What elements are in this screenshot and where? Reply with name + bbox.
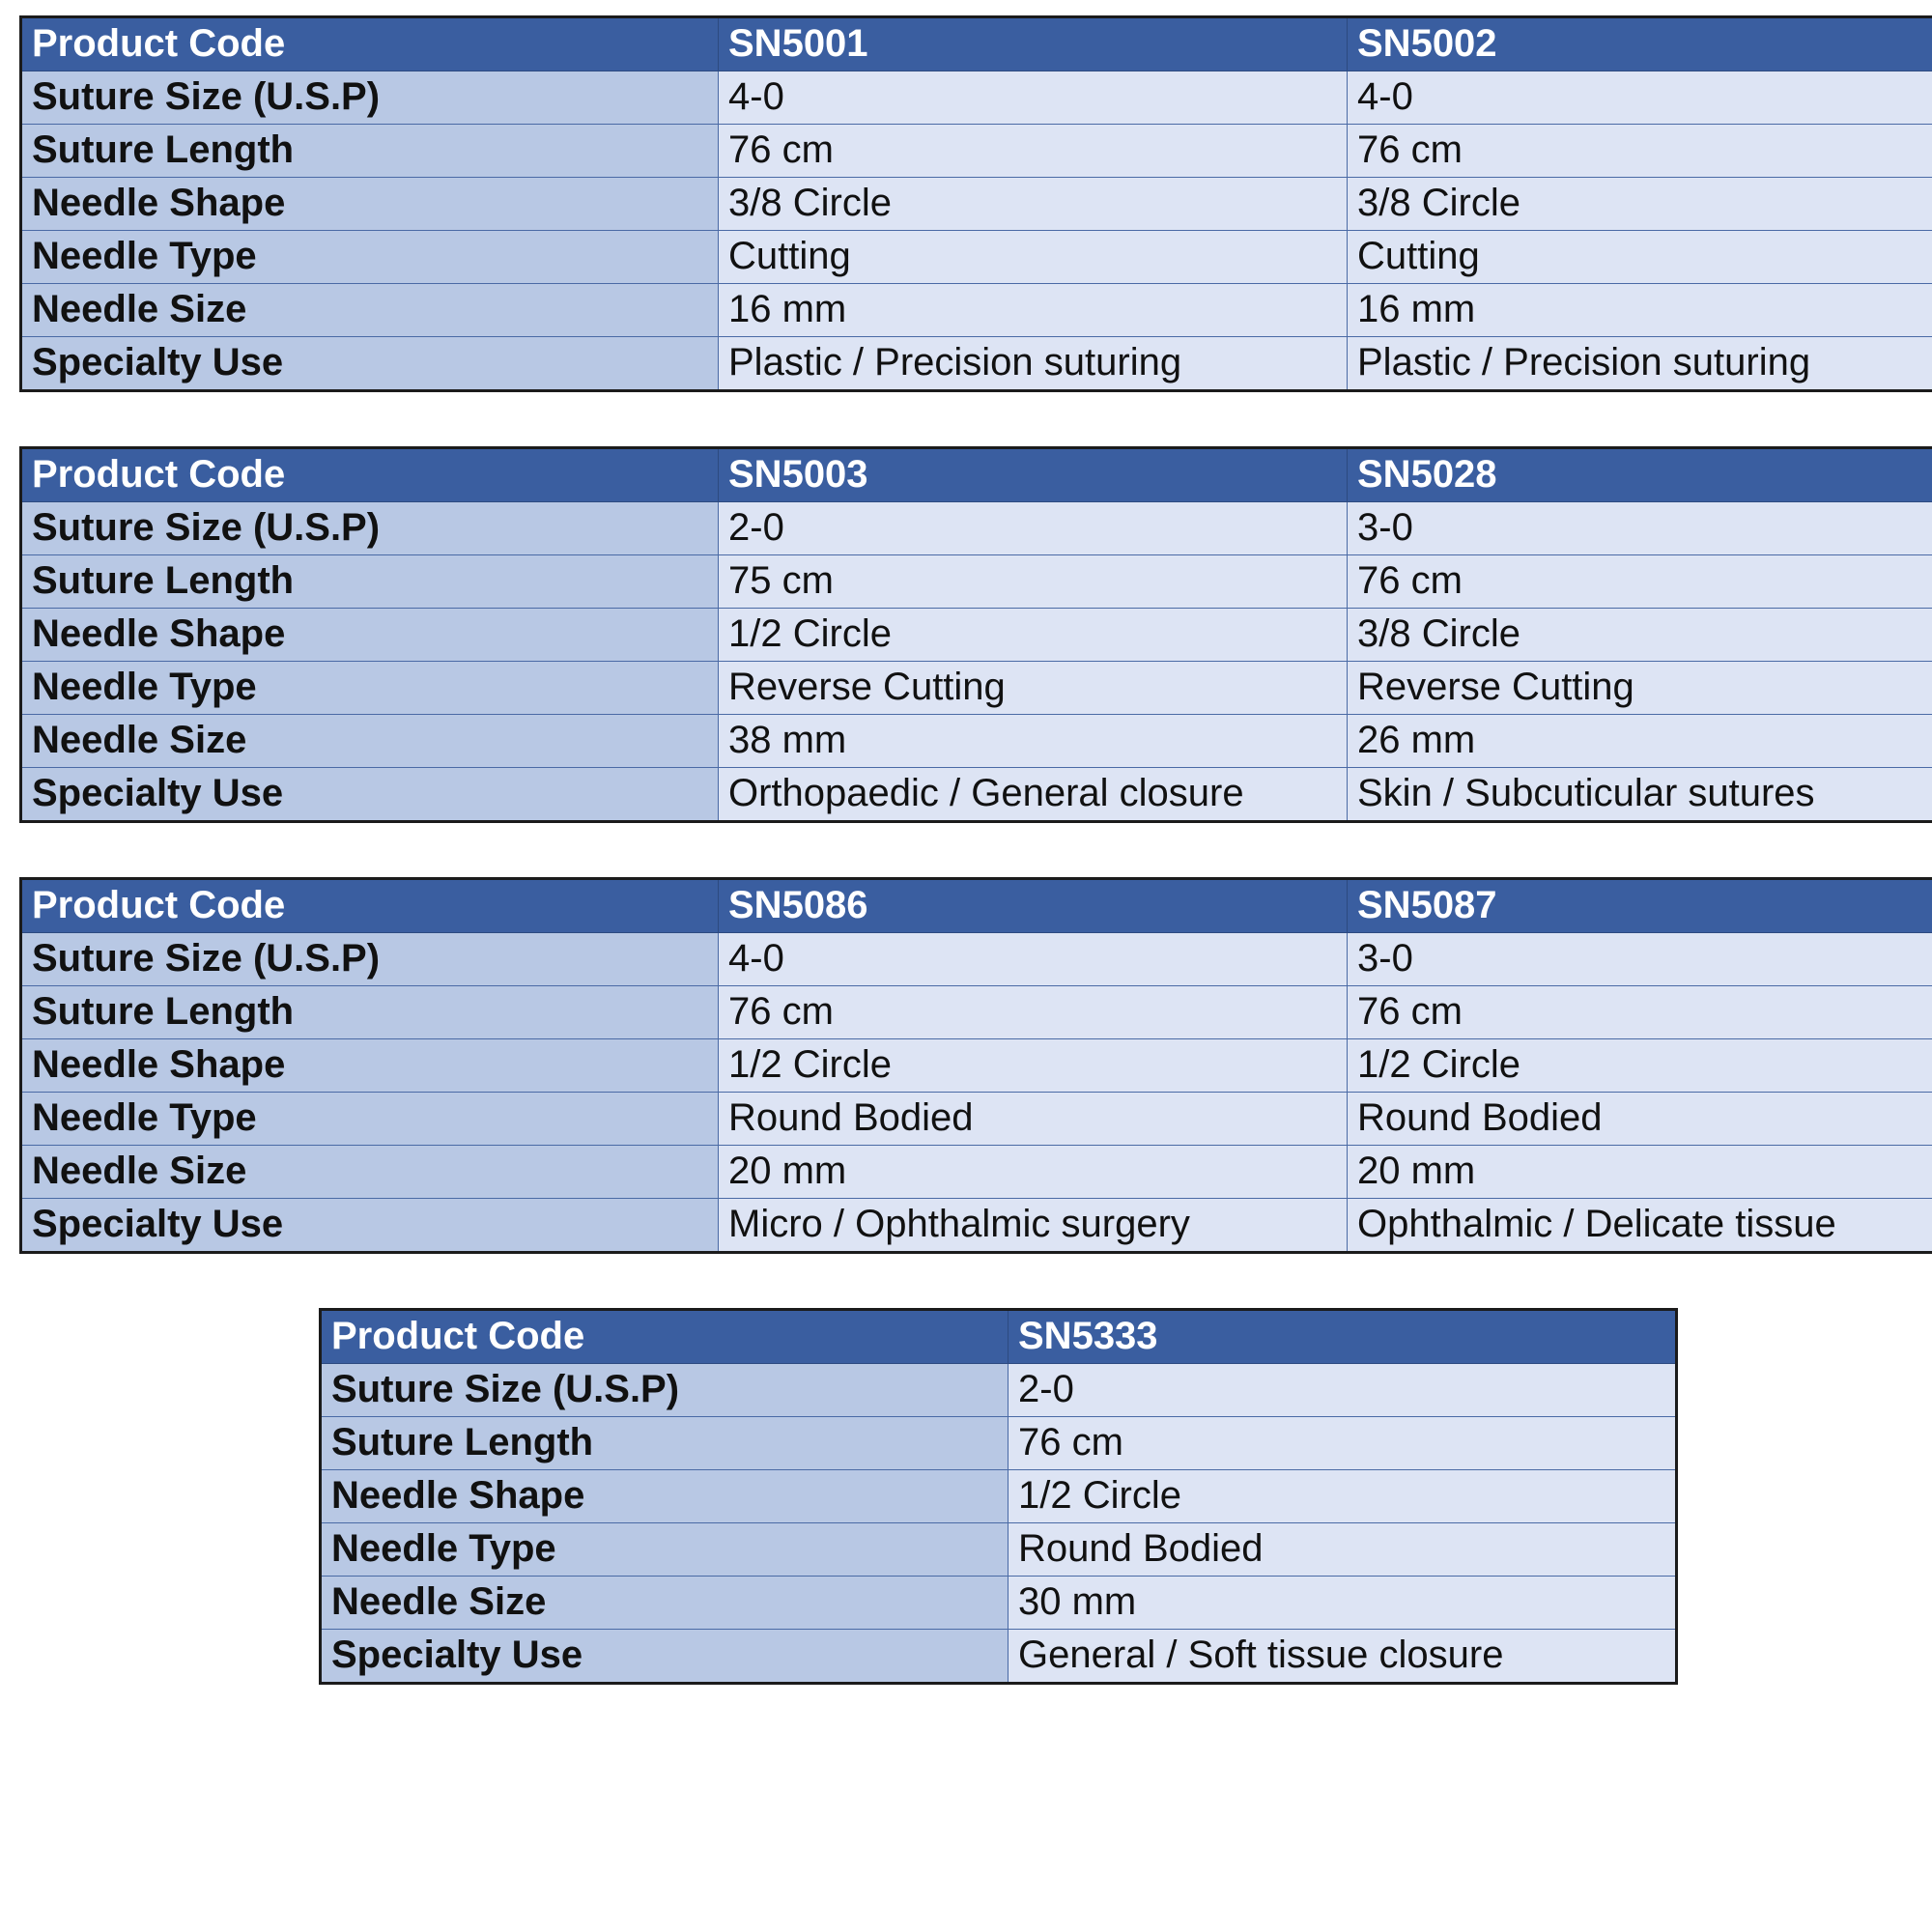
cell-product-code-col2: SN5087	[1348, 879, 1932, 933]
cell-suture-size-col2: 4-0	[1348, 71, 1932, 125]
cell-needle-shape-col1: 1/2 Circle	[719, 609, 1348, 662]
table-row	[321, 1364, 1677, 1417]
cell-needle-type-col2: Reverse Cutting	[1348, 662, 1932, 715]
row-label-specialty-use: Specialty Use	[21, 337, 719, 391]
spec-table-2	[19, 446, 1932, 823]
table-row	[21, 71, 1932, 125]
spec-table-4	[319, 1308, 1678, 1685]
table-row	[321, 1523, 1677, 1577]
cell-needle-type-col1: Reverse Cutting	[719, 662, 1348, 715]
table-row	[321, 1417, 1677, 1470]
row-label-needle-shape: Needle Shape	[321, 1470, 1009, 1523]
row-label-suture-size: Suture Size (U.S.P)	[21, 71, 719, 125]
cell-suture-size-col2: 3-0	[1348, 933, 1932, 986]
cell-suture-length-col1: 76 cm	[719, 125, 1348, 178]
cell-needle-shape-col1: 3/8 Circle	[719, 178, 1348, 231]
cell-specialty-use-col2: Plastic / Precision suturing	[1348, 337, 1932, 391]
cell-suture-size-col1: 4-0	[719, 933, 1348, 986]
cell-specialty-use-col1: Micro / Ophthalmic surgery	[719, 1199, 1348, 1253]
cell-product-code-col1: SN5333	[1009, 1310, 1677, 1364]
cell-needle-type-col1: Cutting	[719, 231, 1348, 284]
table-row	[21, 448, 1932, 502]
table-row	[321, 1310, 1677, 1364]
cell-suture-length-col1: 75 cm	[719, 555, 1348, 609]
table-row	[21, 1093, 1932, 1146]
row-label-suture-size: Suture Size (U.S.P)	[21, 933, 719, 986]
row-label-suture-size: Suture Size (U.S.P)	[321, 1364, 1009, 1417]
cell-needle-shape-col2: 3/8 Circle	[1348, 178, 1932, 231]
row-label-specialty-use: Specialty Use	[21, 768, 719, 822]
cell-needle-type-col1: Round Bodied	[719, 1093, 1348, 1146]
table-row	[21, 986, 1932, 1039]
table-row	[21, 1146, 1932, 1199]
row-label-product-code: Product Code	[321, 1310, 1009, 1364]
row-label-needle-shape: Needle Shape	[21, 609, 719, 662]
row-label-needle-size: Needle Size	[21, 1146, 719, 1199]
row-label-needle-type: Needle Type	[21, 1093, 719, 1146]
table-row	[21, 768, 1932, 822]
cell-suture-length-col2: 76 cm	[1348, 125, 1932, 178]
cell-specialty-use-col2: Skin / Subcuticular sutures	[1348, 768, 1932, 822]
table-row	[21, 17, 1932, 71]
cell-needle-size-col2: 26 mm	[1348, 715, 1932, 768]
table-row	[21, 715, 1932, 768]
row-label-needle-type: Needle Type	[321, 1523, 1009, 1577]
row-label-suture-length: Suture Length	[21, 125, 719, 178]
table-row	[321, 1577, 1677, 1630]
cell-needle-size-col1: 16 mm	[719, 284, 1348, 337]
table-row	[321, 1630, 1677, 1684]
cell-needle-size-col2: 20 mm	[1348, 1146, 1932, 1199]
cell-needle-shape-col2: 3/8 Circle	[1348, 609, 1932, 662]
cell-specialty-use-col1: Plastic / Precision suturing	[719, 337, 1348, 391]
table-row	[21, 609, 1932, 662]
table-row	[21, 337, 1932, 391]
spec-table-1	[19, 15, 1932, 392]
cell-needle-size-col1: 30 mm	[1009, 1577, 1677, 1630]
row-label-needle-size: Needle Size	[21, 284, 719, 337]
row-label-needle-type: Needle Type	[21, 662, 719, 715]
cell-specialty-use-col1: General / Soft tissue closure	[1009, 1630, 1677, 1684]
row-label-specialty-use: Specialty Use	[321, 1630, 1009, 1684]
row-label-suture-length: Suture Length	[21, 555, 719, 609]
cell-product-code-col1: SN5001	[719, 17, 1348, 71]
cell-suture-length-col2: 76 cm	[1348, 986, 1932, 1039]
row-label-suture-length: Suture Length	[321, 1417, 1009, 1470]
row-label-needle-shape: Needle Shape	[21, 178, 719, 231]
table-row	[21, 1039, 1932, 1093]
row-label-needle-size: Needle Size	[21, 715, 719, 768]
table-row	[21, 555, 1932, 609]
cell-product-code-col2: SN5002	[1348, 17, 1932, 71]
row-label-product-code: Product Code	[21, 879, 719, 933]
cell-specialty-use-col2: Ophthalmic / Delicate tissue	[1348, 1199, 1932, 1253]
cell-needle-type-col1: Round Bodied	[1009, 1523, 1677, 1577]
cell-product-code-col1: SN5086	[719, 879, 1348, 933]
table-row	[21, 879, 1932, 933]
cell-needle-type-col2: Round Bodied	[1348, 1093, 1932, 1146]
cell-needle-size-col1: 38 mm	[719, 715, 1348, 768]
table-row	[21, 178, 1932, 231]
cell-product-code-col2: SN5028	[1348, 448, 1932, 502]
row-label-product-code: Product Code	[21, 17, 719, 71]
table-row	[21, 502, 1932, 555]
row-label-needle-size: Needle Size	[321, 1577, 1009, 1630]
row-label-product-code: Product Code	[21, 448, 719, 502]
row-label-needle-shape: Needle Shape	[21, 1039, 719, 1093]
table-row	[21, 933, 1932, 986]
cell-suture-length-col1: 76 cm	[719, 986, 1348, 1039]
cell-suture-length-col2: 76 cm	[1348, 555, 1932, 609]
spec-table-3	[19, 877, 1932, 1254]
table-row	[21, 284, 1932, 337]
cell-needle-shape-col1: 1/2 Circle	[719, 1039, 1348, 1093]
row-label-needle-type: Needle Type	[21, 231, 719, 284]
cell-needle-size-col2: 16 mm	[1348, 284, 1932, 337]
table-row	[321, 1470, 1677, 1523]
cell-suture-size-col2: 3-0	[1348, 502, 1932, 555]
table-row	[21, 1199, 1932, 1253]
table-row	[21, 662, 1932, 715]
cell-suture-size-col1: 4-0	[719, 71, 1348, 125]
cell-needle-shape-col2: 1/2 Circle	[1348, 1039, 1932, 1093]
cell-suture-size-col1: 2-0	[1009, 1364, 1677, 1417]
cell-suture-size-col1: 2-0	[719, 502, 1348, 555]
cell-suture-length-col1: 76 cm	[1009, 1417, 1677, 1470]
cell-product-code-col1: SN5003	[719, 448, 1348, 502]
cell-specialty-use-col1: Orthopaedic / General closure	[719, 768, 1348, 822]
cell-needle-shape-col1: 1/2 Circle	[1009, 1470, 1677, 1523]
table-row	[21, 125, 1932, 178]
row-label-specialty-use: Specialty Use	[21, 1199, 719, 1253]
row-label-suture-length: Suture Length	[21, 986, 719, 1039]
table-row	[21, 231, 1932, 284]
row-label-suture-size: Suture Size (U.S.P)	[21, 502, 719, 555]
cell-needle-size-col1: 20 mm	[719, 1146, 1348, 1199]
cell-needle-type-col2: Cutting	[1348, 231, 1932, 284]
